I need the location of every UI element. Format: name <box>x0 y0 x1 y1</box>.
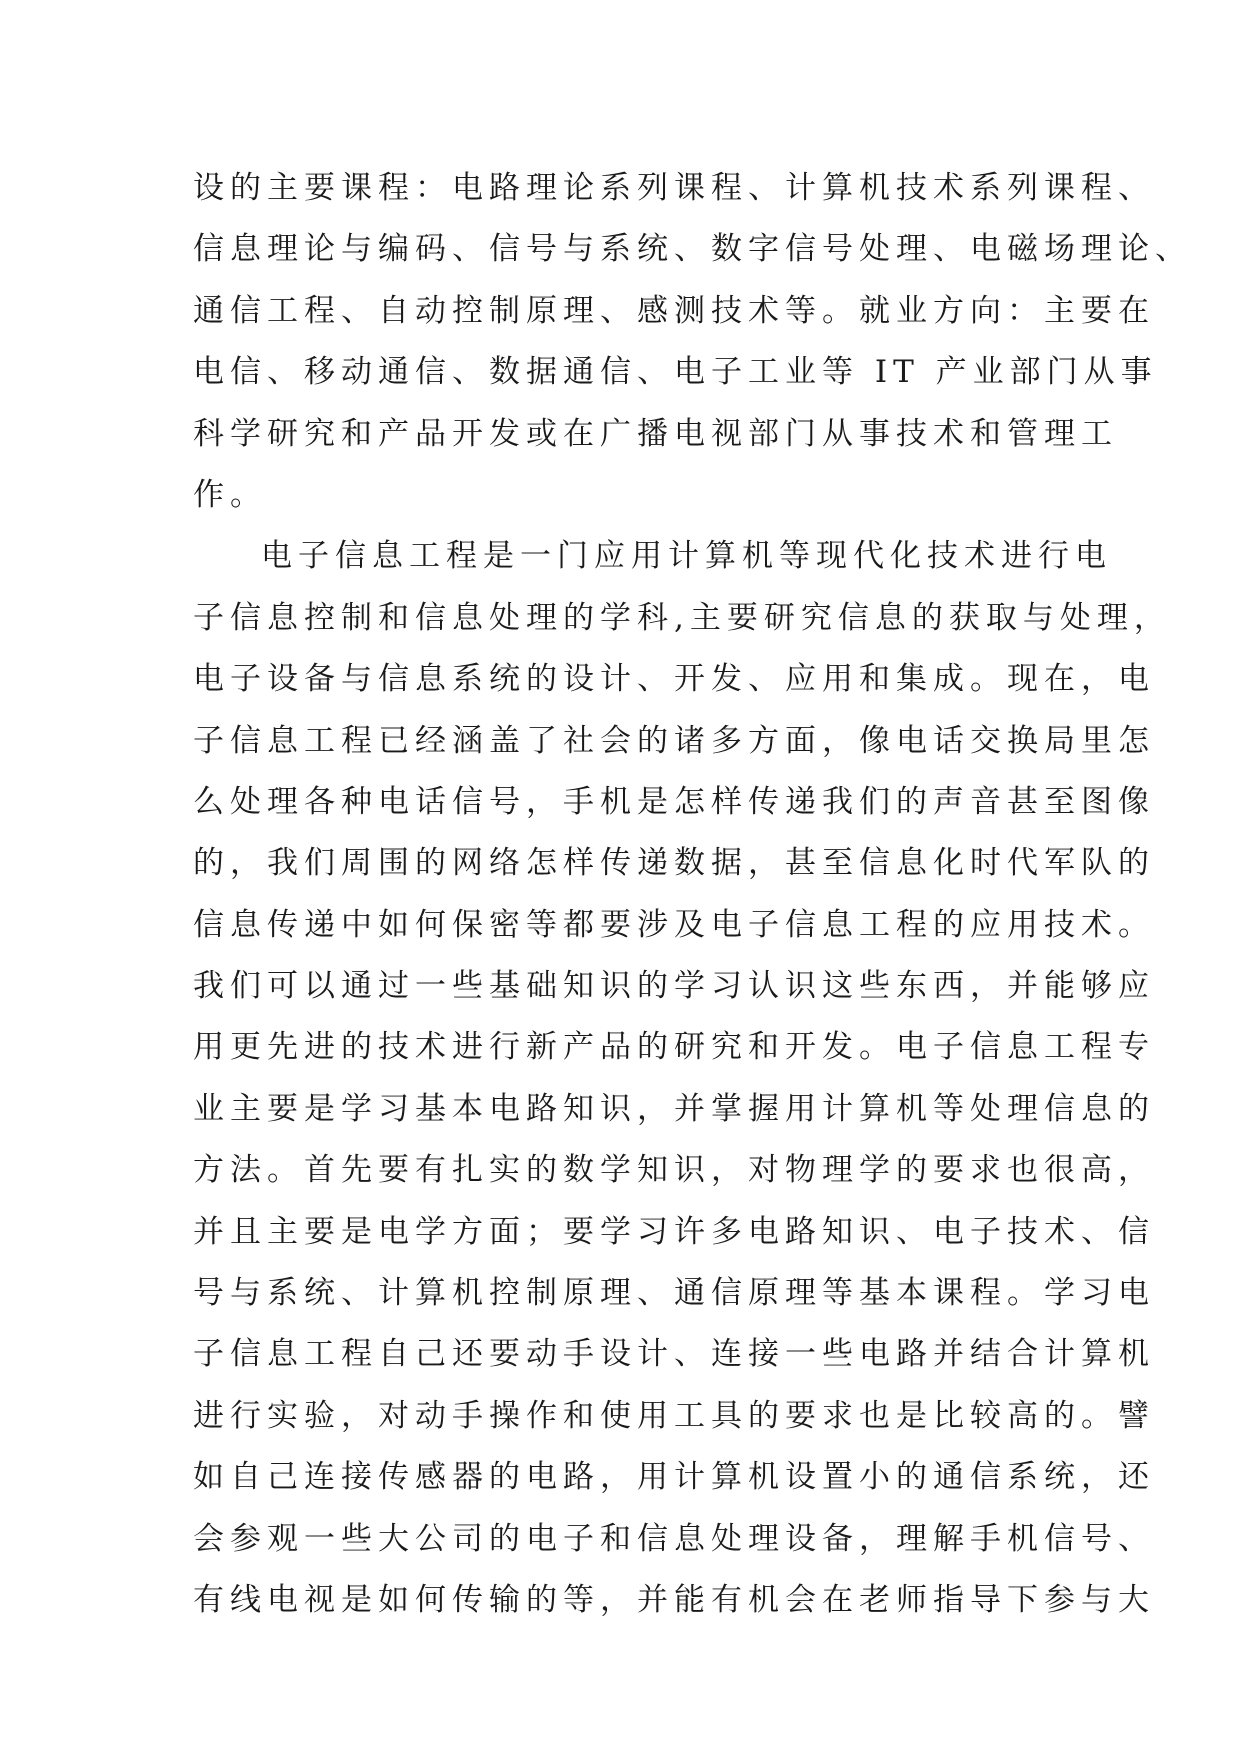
text-line: 业主要是学习基本电路知识，并掌握用计算机等处理信息的 <box>193 1090 1155 1127</box>
text-line: 我们可以通过一些基础知识的学习认识这些东西，并能够应 <box>193 968 1155 1005</box>
text-line: 子信息工程已经涵盖了社会的诸多方面，像电话交换局里怎 <box>193 722 1155 759</box>
text-line: 的，我们周围的网络怎样传递数据，甚至信息化时代军队的 <box>193 845 1155 882</box>
text-line: 作。 <box>193 476 267 513</box>
text-line: 方法。首先要有扎实的数学知识，对物理学的要求也很高， <box>193 1152 1155 1189</box>
text-line: 电信、移动通信、数据通信、电子工业等 IT 产业部门从事 <box>193 354 1158 391</box>
text-line: 会参观一些大公司的电子和信息处理设备，理解手机信号、 <box>193 1520 1155 1557</box>
text-line: 通信工程、自动控制原理、感测技术等。就业方向：主要在 <box>193 292 1155 329</box>
body-text <box>193 158 1192 1631</box>
text-line: 号与系统、计算机控制原理、通信原理等基本课程。学习电 <box>193 1275 1155 1312</box>
text-line: 如自己连接传感器的电路，用计算机设置小的通信系统，还 <box>193 1459 1155 1496</box>
text-line: 子信息控制和信息处理的学科,主要研究信息的获取与处理， <box>193 599 1171 636</box>
text-line: 用更先进的技术进行新产品的研究和开发。电子信息工程专 <box>193 1029 1155 1066</box>
text-line: 有线电视是如何传输的等，并能有机会在老师指导下参与大 <box>193 1581 1155 1618</box>
text-line: 信息传递中如何保密等都要涉及电子信息工程的应用技术。 <box>193 906 1155 943</box>
text-line: 科学研究和产品开发或在广播电视部门从事技术和管理工 <box>193 415 1118 452</box>
text-line: 进行实验，对动手操作和使用工具的要求也是比较高的。譬 <box>193 1397 1155 1434</box>
text-line: 电子设备与信息系统的设计、开发、应用和集成。现在，电 <box>193 661 1155 698</box>
text-line: 子信息工程自己还要动手设计、连接一些电路并结合计算机 <box>193 1336 1155 1373</box>
text-line: 信息理论与编码、信号与系统、数字信号处理、电磁场理论、 <box>193 231 1192 268</box>
paragraph-first-line: 电子信息工程是一门应用计算机等现代化技术进行电 <box>261 538 1112 575</box>
text-line: 并且主要是电学方面；要学习许多电路知识、电子技术、信 <box>193 1213 1155 1250</box>
text-line: 设的主要课程：电路理论系列课程、计算机技术系列课程、 <box>193 170 1155 206</box>
text-line: 么处理各种电话信号，手机是怎样传递我们的声音甚至图像 <box>193 783 1155 820</box>
